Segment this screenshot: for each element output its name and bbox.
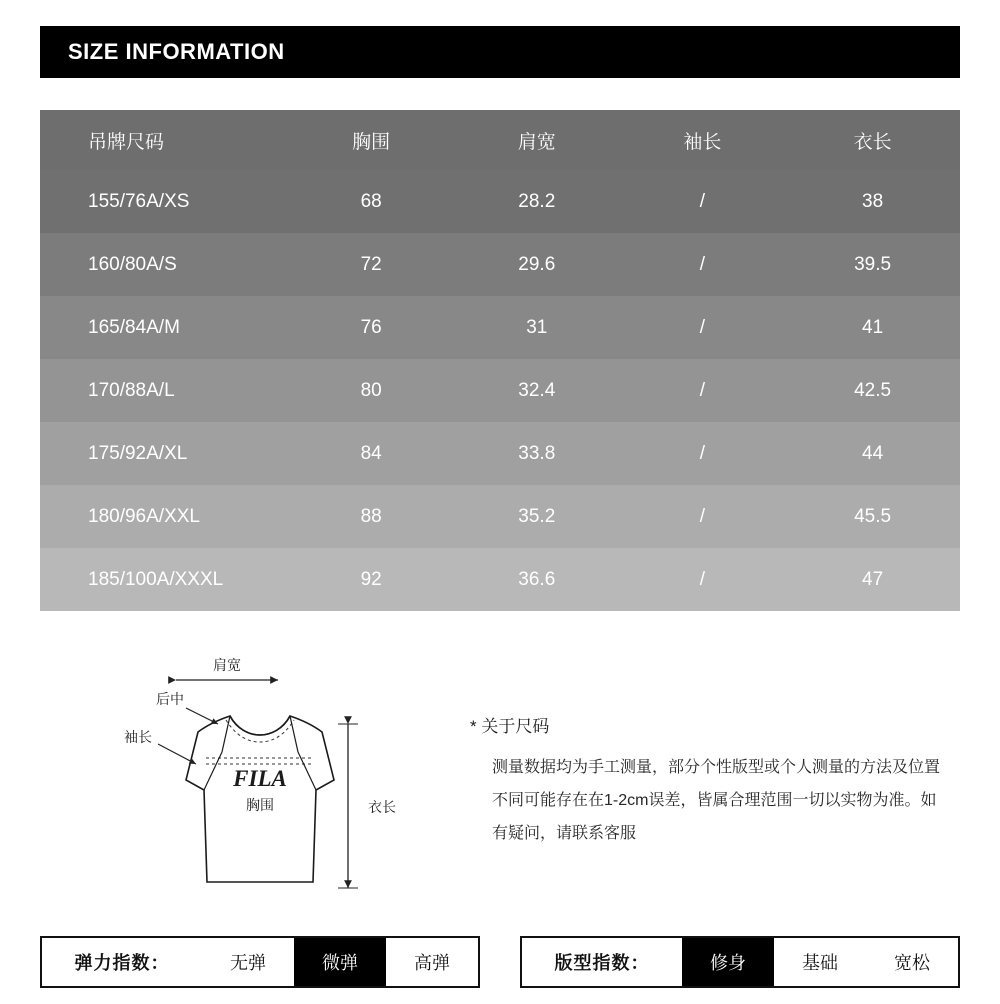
cell-shoulder: 36.6 — [518, 568, 556, 590]
column-header-sleeve: 袖长 — [620, 110, 786, 170]
table-row — [40, 296, 960, 359]
cell-size: 175/92A/XL — [88, 442, 188, 464]
cell-shoulder: 28.2 — [518, 190, 556, 212]
elasticity-option-none[interactable]: 无弹 — [230, 953, 266, 973]
cell-chest: 92 — [360, 568, 382, 590]
cell-sleeve: / — [699, 190, 706, 212]
elasticity-option-high[interactable]: 高弹 — [414, 953, 450, 973]
cell-chest: 80 — [360, 379, 382, 401]
cell-length: 38 — [862, 190, 884, 212]
back-center-leader — [186, 708, 218, 724]
cell-sleeve: / — [699, 253, 706, 275]
table-row — [40, 548, 960, 611]
fit-option-slim[interactable]: 修身 — [682, 938, 774, 986]
cell-shoulder: 35.2 — [518, 505, 556, 527]
cell-shoulder: 32.4 — [518, 379, 556, 401]
table-header-row — [40, 110, 960, 170]
elasticity-option-slight[interactable]: 微弹 — [294, 938, 386, 986]
table-row — [40, 422, 960, 485]
label-back-center: 后中 — [156, 691, 184, 707]
table-body — [40, 170, 960, 611]
cell-length: 39.5 — [854, 253, 892, 275]
table-row — [40, 233, 960, 296]
cell-shoulder: 33.8 — [518, 442, 556, 464]
size-information-banner — [40, 26, 960, 78]
fit-index-label: 版型指数： — [554, 953, 650, 973]
elasticity-index-label: 弹力指数： — [74, 953, 170, 973]
cell-sleeve: / — [699, 442, 706, 464]
column-header-length: 衣长 — [785, 110, 960, 170]
cell-sleeve: / — [699, 316, 706, 338]
table-row — [40, 485, 960, 548]
brand-logo-text: FILA — [233, 766, 287, 791]
cell-chest: 84 — [360, 442, 382, 464]
fit-option-loose[interactable]: 宽松 — [894, 953, 930, 973]
table-header — [40, 110, 960, 170]
fit-index — [520, 936, 960, 988]
table-row — [40, 170, 960, 233]
page-title: SIZE INFORMATION — [68, 39, 285, 64]
cell-chest: 88 — [360, 505, 382, 527]
label-chest: 胸围 — [246, 797, 274, 813]
size-notes — [470, 712, 940, 850]
column-header-tag-size: 吊牌尺码 — [40, 110, 288, 170]
column-header-shoulder: 肩宽 — [454, 110, 620, 170]
cell-sleeve: / — [699, 379, 706, 401]
notes-body: 测量数据均为手工测量，部分个性版型或个人测量的方法及位置不同可能存在在1-2cm误差，皆属合理范围一切以实物为准。如有疑问，请联系客服 — [492, 759, 941, 842]
cell-length: 42.5 — [854, 379, 892, 401]
cell-chest: 76 — [360, 316, 382, 338]
cell-length: 44 — [862, 442, 884, 464]
cell-size: 180/96A/XXL — [88, 505, 200, 527]
size-chart-table — [40, 110, 960, 611]
tshirt-diagram-svg — [110, 640, 430, 905]
sleeve-leader — [158, 744, 196, 764]
column-header-chest: 胸围 — [288, 110, 454, 170]
notes-title: * 关于尺码 — [470, 717, 550, 736]
measurement-diagram — [110, 640, 430, 905]
cell-shoulder: 31 — [526, 316, 548, 338]
cell-size: 165/84A/M — [88, 316, 180, 338]
label-length: 衣长 — [368, 799, 396, 815]
cell-length: 47 — [862, 568, 884, 590]
cell-sleeve: / — [699, 505, 706, 527]
cell-size: 160/80A/S — [88, 253, 177, 275]
cell-chest: 72 — [360, 253, 382, 275]
cell-size: 185/100A/XXXL — [88, 568, 224, 590]
label-sleeve: 袖长 — [124, 729, 152, 745]
cell-sleeve: / — [699, 568, 706, 590]
fit-option-regular[interactable]: 基础 — [802, 953, 838, 973]
cell-size: 170/88A/L — [88, 379, 175, 401]
label-shoulder: 肩宽 — [213, 657, 241, 673]
cell-length: 45.5 — [854, 505, 892, 527]
table-row — [40, 359, 960, 422]
cell-length: 41 — [862, 316, 884, 338]
elasticity-index — [40, 936, 480, 988]
cell-chest: 68 — [360, 190, 382, 212]
cell-shoulder: 29.6 — [518, 253, 556, 275]
cell-size: 155/76A/XS — [88, 190, 190, 212]
